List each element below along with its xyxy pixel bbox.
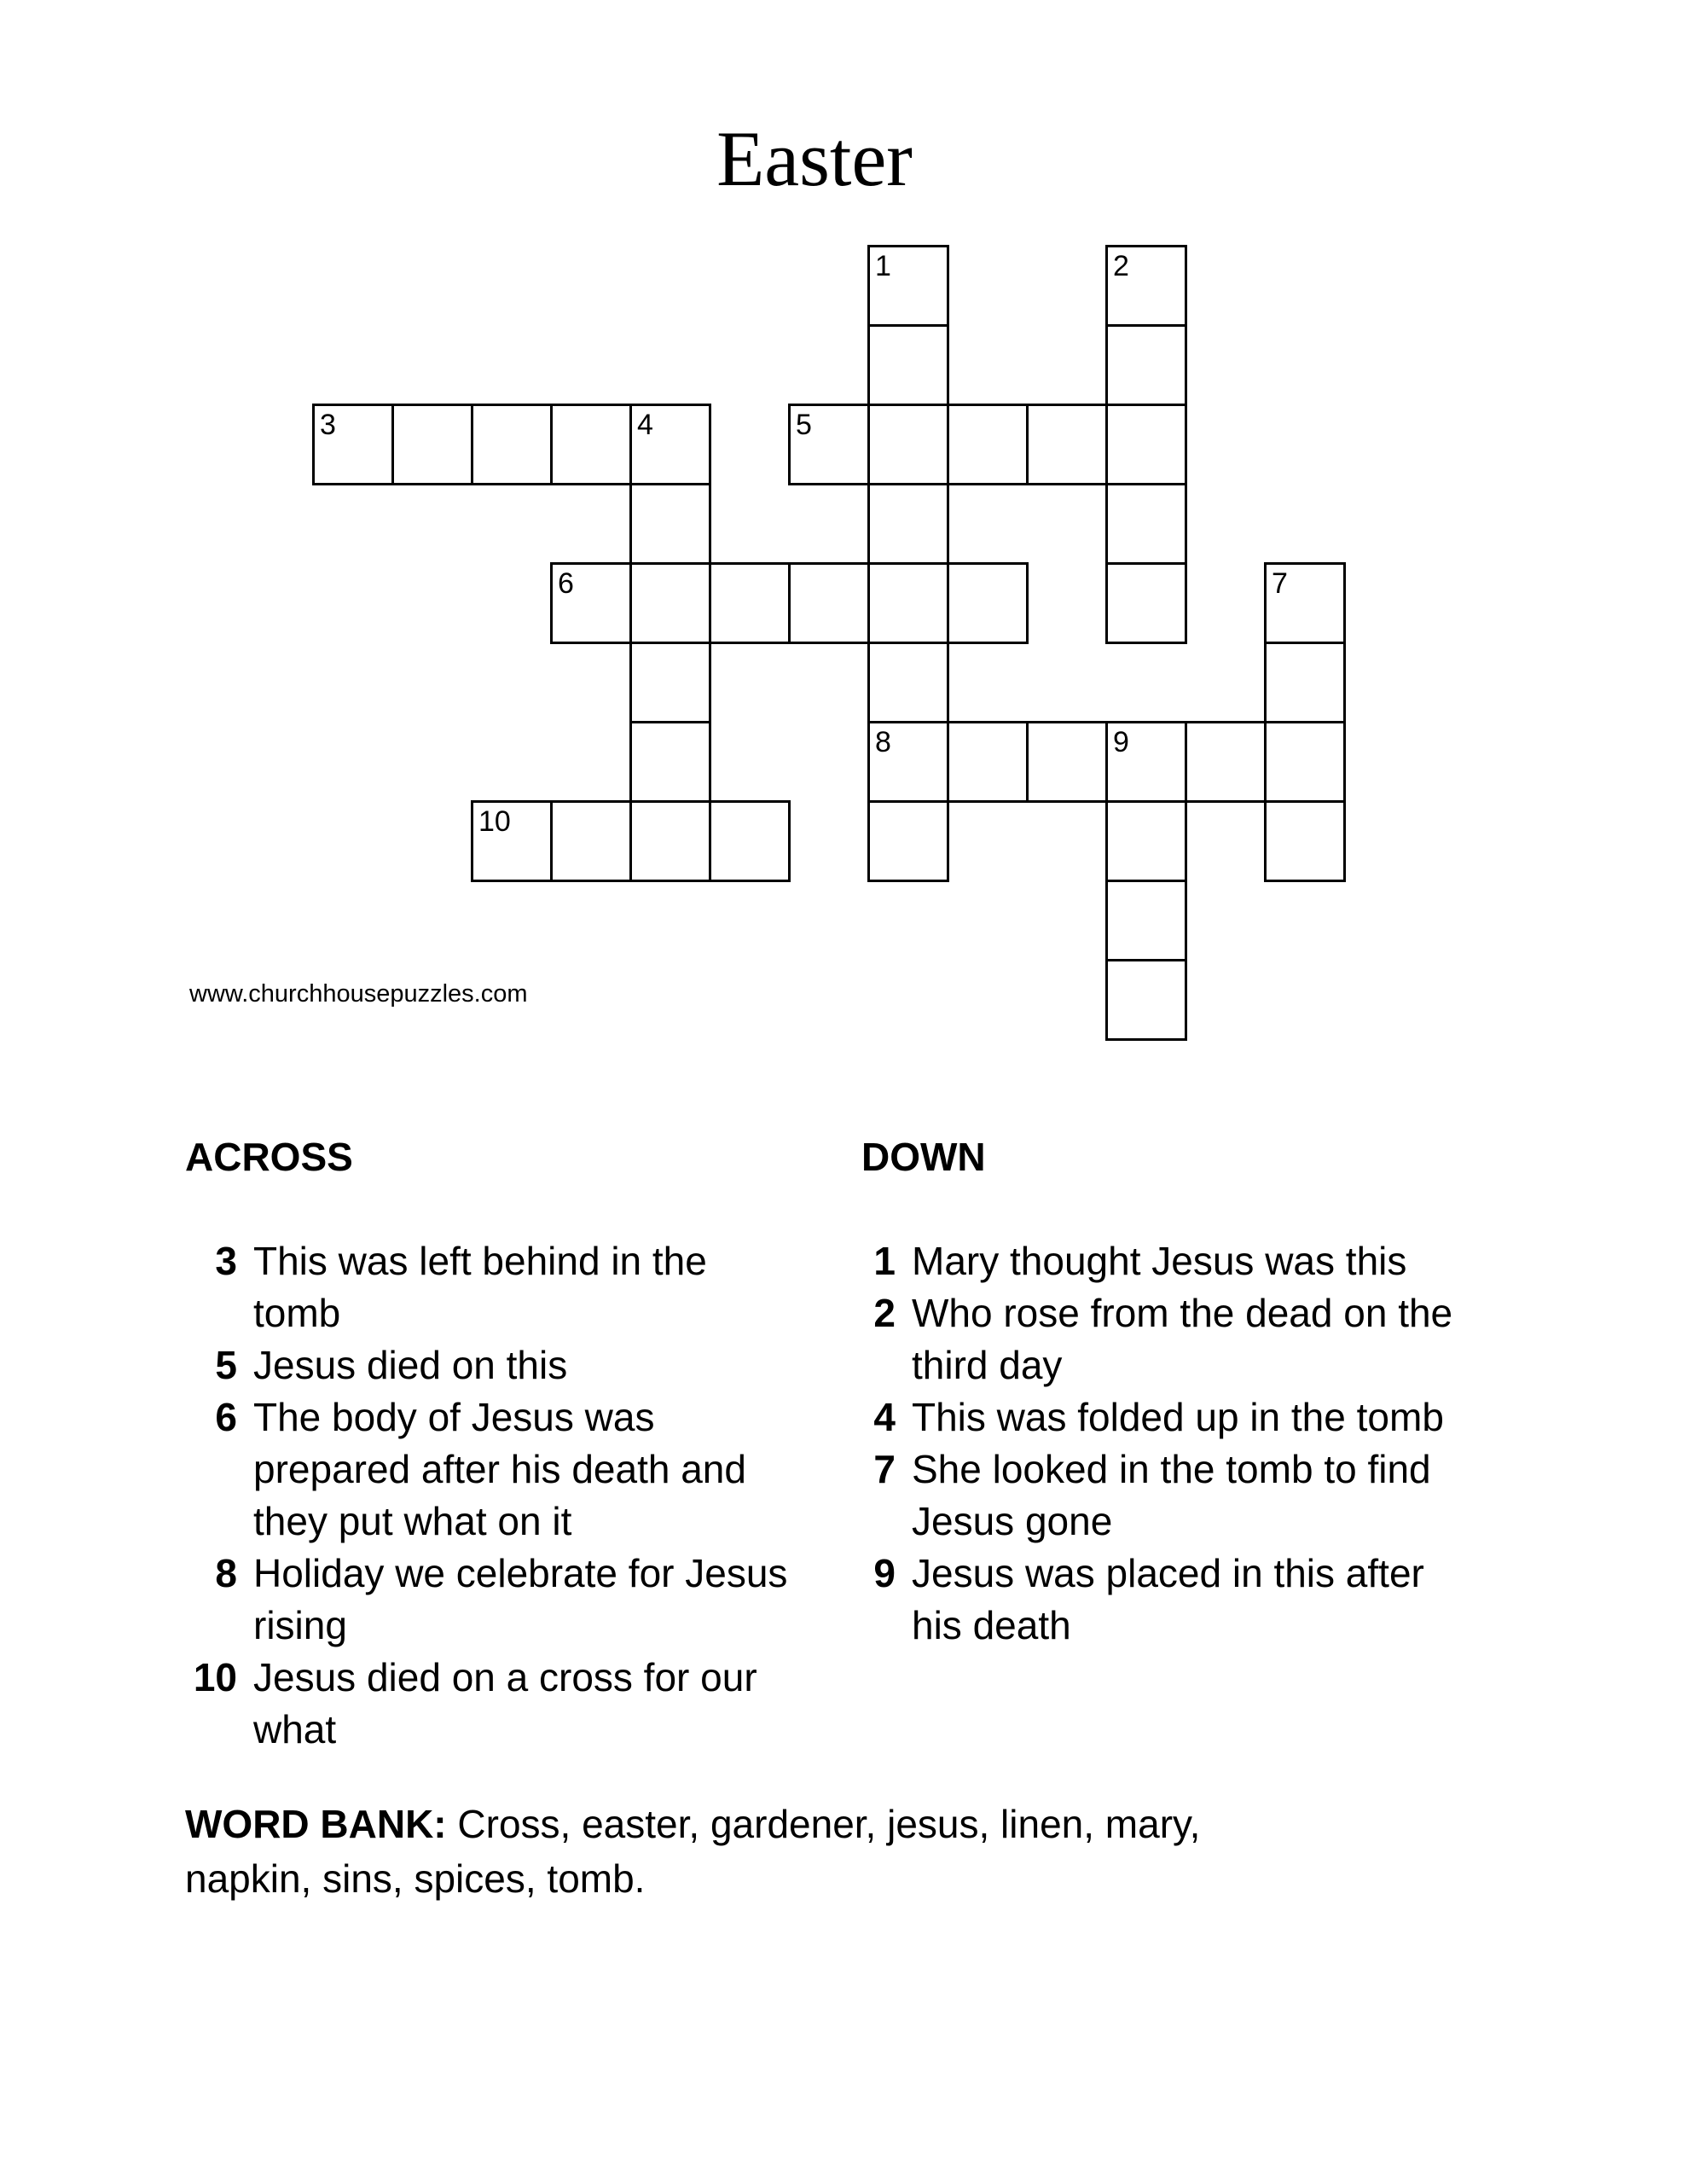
clue-text-line: what [253, 1707, 337, 1751]
grid-cell [867, 800, 949, 882]
grid-cell [867, 324, 949, 406]
across-clue-list [169, 1235, 787, 1756]
clue-number: 6 [215, 1395, 237, 1439]
clue-number: 8 [215, 1551, 237, 1595]
grid-cell-number: 9 [1113, 726, 1129, 758]
clue-text-line: Jesus died on this [253, 1343, 568, 1387]
grid-cell [1264, 800, 1346, 882]
clue-number: 2 [873, 1291, 896, 1335]
grid-cell [867, 483, 949, 565]
grid-cell [1105, 880, 1187, 961]
clue-text-line: The body of Jesus was [253, 1395, 655, 1439]
clue-number: 3 [215, 1239, 237, 1283]
grid-cell [629, 642, 711, 723]
clue-text-line: prepared after his death and [253, 1447, 746, 1491]
clue-text [912, 1548, 1424, 1652]
clue [827, 1548, 1452, 1652]
clue-number: 5 [215, 1343, 237, 1387]
grid-cell-number: 10 [478, 805, 511, 838]
clue-text [912, 1391, 1444, 1443]
grid-cell [1105, 404, 1187, 485]
clue [169, 1391, 787, 1548]
clue-text [912, 1443, 1431, 1548]
clue-text-line: tomb [253, 1291, 341, 1335]
grid-cell [867, 562, 949, 644]
grid-cell [550, 800, 632, 882]
clue-text-line: Who rose from the dead on the [912, 1291, 1453, 1335]
grid-cell [1264, 721, 1346, 803]
clue [827, 1391, 1452, 1443]
grid-cell [1026, 404, 1108, 485]
clue-text [912, 1235, 1406, 1287]
grid-cell [867, 404, 949, 485]
clue [169, 1235, 787, 1339]
grid-cell [1185, 721, 1267, 803]
grid-cell [947, 404, 1029, 485]
clue-text [912, 1287, 1452, 1391]
grid-cell [788, 562, 870, 644]
grid-cell [709, 800, 791, 882]
clue-text-line: they put what on it [253, 1499, 572, 1543]
word-bank-line-2: napkin, sins, spices, tomb. [185, 1856, 646, 1901]
clue-number: 1 [873, 1239, 896, 1283]
grid-cell [471, 404, 553, 485]
clue [169, 1548, 787, 1652]
page-title: Easter [716, 115, 913, 202]
grid-cell-number: 6 [558, 567, 574, 600]
down-header: DOWN [861, 1135, 986, 1179]
clue-text-line: Jesus gone [912, 1499, 1113, 1543]
grid-cell-number: 8 [875, 726, 891, 758]
clue-text [253, 1235, 707, 1339]
across-header: ACROSS [185, 1135, 353, 1179]
clue-text-line: his death [912, 1603, 1071, 1647]
grid-cell [629, 483, 711, 565]
grid-cell [947, 562, 1029, 644]
clue-text [253, 1548, 787, 1652]
grid-cell [709, 562, 791, 644]
grid-cell-number: 4 [637, 409, 653, 441]
clue-number: 10 [193, 1655, 237, 1699]
word-bank [185, 1797, 1200, 1906]
grid-cell [1105, 959, 1187, 1041]
site-url-text: www.churchhousepuzzles.com [189, 980, 528, 1008]
clue-text-line: Jesus died on a cross for our [253, 1655, 757, 1699]
clue [169, 1652, 787, 1756]
grid-cell-number: 2 [1113, 250, 1129, 282]
clue-text [253, 1652, 757, 1756]
clue-text-line: This was folded up in the tomb [912, 1395, 1444, 1439]
grid-cell [629, 800, 711, 882]
grid-cell [1105, 800, 1187, 882]
grid-cell-number: 5 [796, 409, 812, 441]
grid-cell [1105, 483, 1187, 565]
clue-number: 9 [873, 1551, 896, 1595]
clue-text-line: She looked in the tomb to find [912, 1447, 1431, 1491]
grid-cell [1105, 324, 1187, 406]
down-clue-list [827, 1235, 1452, 1652]
clue-text [253, 1339, 567, 1391]
word-bank-label: WORD BANK: [185, 1802, 447, 1846]
grid-cell-number: 7 [1272, 567, 1288, 600]
clue-text-line: third day [912, 1343, 1063, 1387]
clue-number: 7 [873, 1447, 896, 1491]
grid-cell [629, 562, 711, 644]
grid-cell-number: 3 [320, 409, 336, 441]
grid-cell [867, 642, 949, 723]
word-bank-words-1: Cross, easter, gardener, jesus, linen, mary, [457, 1802, 1201, 1846]
clue-text-line: Jesus was placed in this after [912, 1551, 1424, 1595]
clue [169, 1339, 787, 1391]
word-bank-line-1 [185, 1797, 1200, 1851]
clue-number: 4 [873, 1395, 896, 1439]
grid-cell [550, 404, 632, 485]
grid-cell [947, 721, 1029, 803]
clue [827, 1287, 1452, 1391]
clue [827, 1235, 1452, 1287]
clue [827, 1443, 1452, 1548]
clue-text-line: This was left behind in the [253, 1239, 707, 1283]
grid-cell [391, 404, 473, 485]
clue-text-line: rising [253, 1603, 347, 1647]
clue-text-line: Holiday we celebrate for Jesus [253, 1551, 788, 1595]
grid-cell [1026, 721, 1108, 803]
grid-cell [1105, 562, 1187, 644]
grid-cell [1264, 642, 1346, 723]
grid-cell-number: 1 [875, 250, 891, 282]
grid-cell [629, 721, 711, 803]
clue-text [253, 1391, 746, 1548]
clue-text-line: Mary thought Jesus was this [912, 1239, 1407, 1283]
